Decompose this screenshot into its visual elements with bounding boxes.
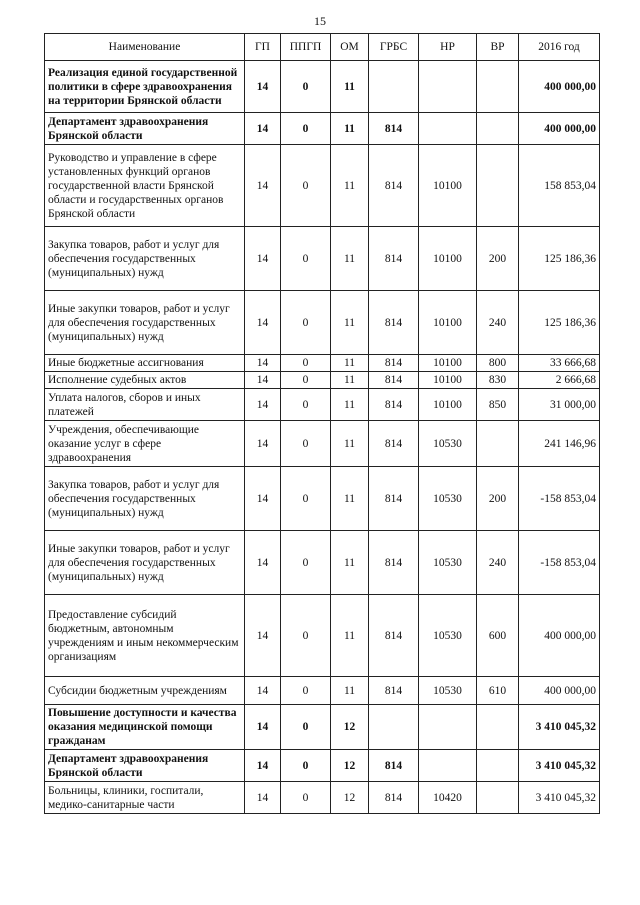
- cell-om: 11: [331, 145, 369, 227]
- table-row: [45, 677, 600, 705]
- cell-name: Руководство и управление в сфере установленных функций органов государственной власти Брянской области и государственных органов Брянской области: [45, 145, 245, 227]
- cell-amount: 2 666,68: [519, 372, 600, 389]
- cell-nr: [419, 705, 477, 750]
- cell-om: 11: [331, 355, 369, 372]
- header-nr: НР: [419, 34, 477, 61]
- cell-amount: -158 853,04: [519, 531, 600, 595]
- table-row: [45, 145, 600, 227]
- cell-grbs: 814: [369, 145, 419, 227]
- cell-nr: [419, 750, 477, 782]
- cell-gp: 14: [245, 531, 281, 595]
- cell-grbs: 814: [369, 467, 419, 531]
- cell-vr: [477, 61, 519, 113]
- table-row: [45, 705, 600, 750]
- cell-ppgp: 0: [281, 61, 331, 113]
- cell-amount: 400 000,00: [519, 61, 600, 113]
- table-row: [45, 355, 600, 372]
- cell-name: Учреждения, обеспечивающие оказание услуг в сфере здравоохранения: [45, 421, 245, 467]
- cell-nr: 10530: [419, 677, 477, 705]
- cell-om: 11: [331, 372, 369, 389]
- table-row: [45, 595, 600, 677]
- table-row: [45, 389, 600, 421]
- cell-gp: 14: [245, 595, 281, 677]
- table-row: [45, 782, 600, 814]
- cell-name: Иные закупки товаров, работ и услуг для обеспечения государственных (муниципальных) нужд: [45, 291, 245, 355]
- cell-name: Иные закупки товаров, работ и услуг для обеспечения государственных (муниципальных) нужд: [45, 531, 245, 595]
- cell-vr: 200: [477, 227, 519, 291]
- cell-ppgp: 0: [281, 467, 331, 531]
- cell-name: Департамент здравоохранения Брянской области: [45, 750, 245, 782]
- header-grbs: ГРБС: [369, 34, 419, 61]
- table-row: [45, 467, 600, 531]
- cell-om: 11: [331, 291, 369, 355]
- header-om: ОМ: [331, 34, 369, 61]
- cell-gp: 14: [245, 467, 281, 531]
- header-row: [45, 34, 600, 61]
- cell-gp: 14: [245, 677, 281, 705]
- cell-ppgp: 0: [281, 227, 331, 291]
- cell-ppgp: 0: [281, 782, 331, 814]
- cell-nr: 10530: [419, 595, 477, 677]
- cell-grbs: [369, 61, 419, 113]
- cell-vr: [477, 421, 519, 467]
- cell-nr: 10100: [419, 389, 477, 421]
- cell-grbs: 814: [369, 113, 419, 145]
- cell-ppgp: 0: [281, 113, 331, 145]
- cell-name: Иные бюджетные ассигнования: [45, 355, 245, 372]
- cell-grbs: 814: [369, 291, 419, 355]
- cell-om: 11: [331, 227, 369, 291]
- cell-ppgp: 0: [281, 677, 331, 705]
- cell-om: 11: [331, 467, 369, 531]
- header-year: 2016 год: [519, 34, 600, 61]
- cell-ppgp: 0: [281, 145, 331, 227]
- cell-amount: 125 186,36: [519, 291, 600, 355]
- cell-om: 12: [331, 750, 369, 782]
- cell-nr: 10100: [419, 227, 477, 291]
- cell-grbs: 814: [369, 677, 419, 705]
- page-number: 15: [314, 14, 326, 28]
- cell-name: Департамент здравоохранения Брянской области: [45, 113, 245, 145]
- table-row: [45, 372, 600, 389]
- cell-om: 11: [331, 389, 369, 421]
- cell-amount: 3 410 045,32: [519, 750, 600, 782]
- cell-ppgp: 0: [281, 389, 331, 421]
- cell-vr: 610: [477, 677, 519, 705]
- cell-ppgp: 0: [281, 750, 331, 782]
- table-row: [45, 113, 600, 145]
- header-ppgp: ППГП: [281, 34, 331, 61]
- cell-nr: 10100: [419, 372, 477, 389]
- cell-name: Субсидии бюджетным учреждениям: [45, 677, 245, 705]
- cell-grbs: 814: [369, 421, 419, 467]
- cell-vr: 240: [477, 531, 519, 595]
- cell-vr: [477, 705, 519, 750]
- cell-gp: 14: [245, 227, 281, 291]
- table-row: [45, 291, 600, 355]
- cell-vr: 200: [477, 467, 519, 531]
- cell-name: Закупка товаров, работ и услуг для обеспечения государственных (муниципальных) нужд: [45, 227, 245, 291]
- cell-gp: 14: [245, 113, 281, 145]
- cell-nr: 10530: [419, 467, 477, 531]
- cell-gp: 14: [245, 705, 281, 750]
- cell-vr: 830: [477, 372, 519, 389]
- cell-om: 12: [331, 782, 369, 814]
- cell-amount: 31 000,00: [519, 389, 600, 421]
- cell-nr: [419, 61, 477, 113]
- cell-grbs: [369, 705, 419, 750]
- cell-gp: 14: [245, 750, 281, 782]
- cell-grbs: 814: [369, 595, 419, 677]
- cell-gp: 14: [245, 421, 281, 467]
- cell-nr: 10420: [419, 782, 477, 814]
- cell-amount: 400 000,00: [519, 113, 600, 145]
- cell-grbs: 814: [369, 355, 419, 372]
- cell-amount: 241 146,96: [519, 421, 600, 467]
- cell-om: 11: [331, 531, 369, 595]
- cell-nr: 10530: [419, 421, 477, 467]
- cell-grbs: 814: [369, 531, 419, 595]
- cell-grbs: 814: [369, 782, 419, 814]
- cell-ppgp: 0: [281, 291, 331, 355]
- cell-grbs: 814: [369, 750, 419, 782]
- cell-om: 12: [331, 705, 369, 750]
- cell-name: Повышение доступности и качества оказания медицинской помощи гражданам: [45, 705, 245, 750]
- cell-gp: 14: [245, 61, 281, 113]
- cell-vr: 240: [477, 291, 519, 355]
- header-gp: ГП: [245, 34, 281, 61]
- cell-ppgp: 0: [281, 421, 331, 467]
- cell-gp: 14: [245, 782, 281, 814]
- cell-nr: 10100: [419, 145, 477, 227]
- cell-om: 11: [331, 421, 369, 467]
- cell-amount: 158 853,04: [519, 145, 600, 227]
- cell-ppgp: 0: [281, 531, 331, 595]
- cell-gp: 14: [245, 145, 281, 227]
- cell-amount: 33 666,68: [519, 355, 600, 372]
- cell-name: Предоставление субсидий бюджетным, автономным учреждениям и иным некоммерческим организациям: [45, 595, 245, 677]
- cell-grbs: 814: [369, 227, 419, 291]
- cell-om: 11: [331, 113, 369, 145]
- cell-grbs: 814: [369, 372, 419, 389]
- cell-nr: 10530: [419, 531, 477, 595]
- cell-amount: -158 853,04: [519, 467, 600, 531]
- table-row: [45, 227, 600, 291]
- cell-gp: 14: [245, 355, 281, 372]
- cell-gp: 14: [245, 372, 281, 389]
- cell-name: Исполнение судебных актов: [45, 372, 245, 389]
- cell-gp: 14: [245, 291, 281, 355]
- cell-om: 11: [331, 595, 369, 677]
- cell-amount: 400 000,00: [519, 677, 600, 705]
- cell-vr: [477, 113, 519, 145]
- cell-ppgp: 0: [281, 372, 331, 389]
- table-row: [45, 61, 600, 113]
- cell-name: Больницы, клиники, госпитали, медико-санитарные части: [45, 782, 245, 814]
- cell-name: Уплата налогов, сборов и иных платежей: [45, 389, 245, 421]
- cell-amount: 3 410 045,32: [519, 782, 600, 814]
- cell-amount: 125 186,36: [519, 227, 600, 291]
- cell-name: Закупка товаров, работ и услуг для обеспечения государственных (муниципальных) нужд: [45, 467, 245, 531]
- cell-gp: 14: [245, 389, 281, 421]
- cell-vr: 850: [477, 389, 519, 421]
- cell-vr: [477, 145, 519, 227]
- header-vr: ВР: [477, 34, 519, 61]
- cell-vr: 600: [477, 595, 519, 677]
- cell-ppgp: 0: [281, 355, 331, 372]
- cell-amount: 400 000,00: [519, 595, 600, 677]
- cell-amount: 3 410 045,32: [519, 705, 600, 750]
- cell-vr: [477, 782, 519, 814]
- cell-vr: 800: [477, 355, 519, 372]
- cell-nr: [419, 113, 477, 145]
- budget-table: [44, 33, 600, 814]
- cell-nr: 10100: [419, 291, 477, 355]
- table-row: [45, 421, 600, 467]
- cell-om: 11: [331, 61, 369, 113]
- cell-ppgp: 0: [281, 705, 331, 750]
- cell-ppgp: 0: [281, 595, 331, 677]
- cell-om: 11: [331, 677, 369, 705]
- table-row: [45, 531, 600, 595]
- cell-grbs: 814: [369, 389, 419, 421]
- cell-name: Реализация единой государственной политики в сфере здравоохранения на территории Брянской области: [45, 61, 245, 113]
- cell-nr: 10100: [419, 355, 477, 372]
- cell-vr: [477, 750, 519, 782]
- header-name: Наименование: [45, 34, 245, 61]
- table-row: [45, 750, 600, 782]
